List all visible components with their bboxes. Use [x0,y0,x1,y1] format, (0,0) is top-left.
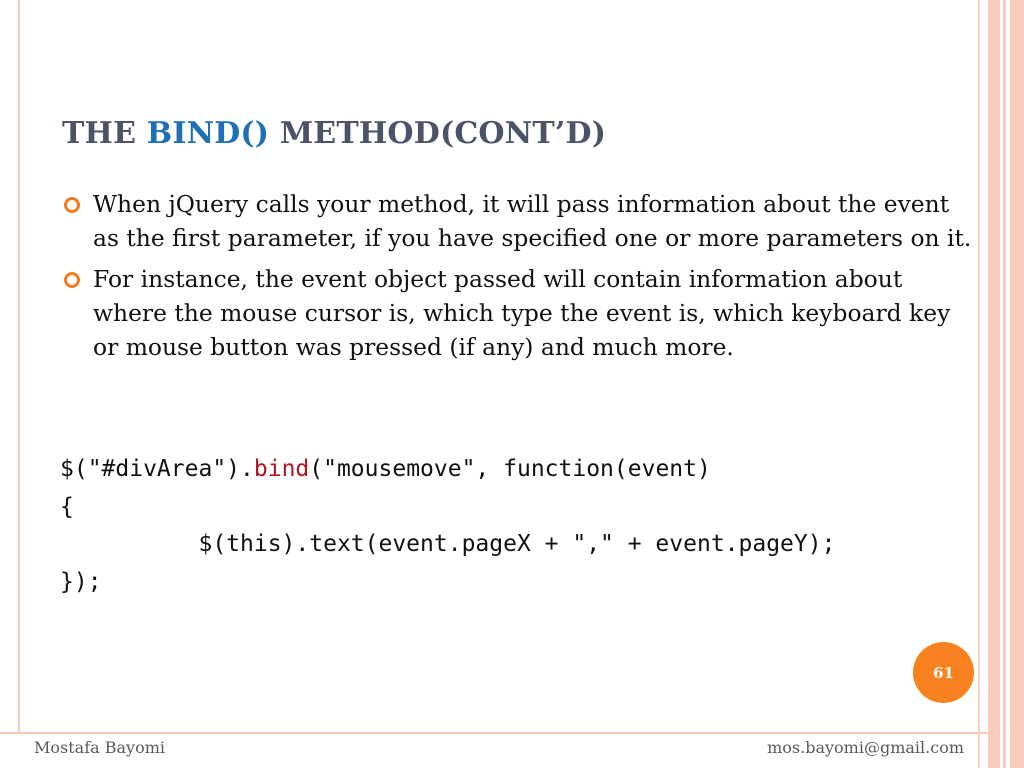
bullet-list [62,187,974,371]
footer-email: mos.bayomi@gmail.com [767,738,964,757]
right-stripe [1010,0,1024,768]
frame-bottom-line [0,732,992,734]
code-line-2: { [60,493,74,520]
code-keyword-bind: bind [253,456,310,482]
code-line-3: $(this).text(event.pageX + "," + event.pageY); [60,531,836,557]
bullet-text: When jQuery calls your method, it will pass information about the event as the first parameter, if you have specified one or more parameters on it. [93,190,972,252]
title-prefix: THE [62,116,147,151]
footer-author: Mostafa Bayomi [34,738,165,757]
frame-left-line [18,0,20,732]
bullet-item [62,187,974,255]
code-block [60,451,835,601]
right-stripe [1003,0,1006,768]
code-line-4: }); [60,568,102,595]
right-stripe [988,0,1000,768]
hollow-circle-bullet-icon [64,197,80,213]
bullet-item [62,262,974,364]
page-number: 61 [933,663,954,682]
page-number-badge [913,642,974,703]
title-accent: BIND() [146,116,270,151]
code-line-1 [60,451,835,489]
code-text: $("#divArea"). [60,456,254,482]
bullet-text: For instance, the event object passed will contain information about where the mouse cursor is, which type the event is, which keyboard key or mouse button was pressed (if any) and much more. [93,265,951,361]
code-text: ("mousemove", function(event) [309,456,711,482]
title-suffix: METHOD(CONT’D) [269,116,607,151]
slide-title [62,116,606,151]
hollow-circle-bullet-icon [64,272,80,288]
right-stripe [978,0,980,768]
